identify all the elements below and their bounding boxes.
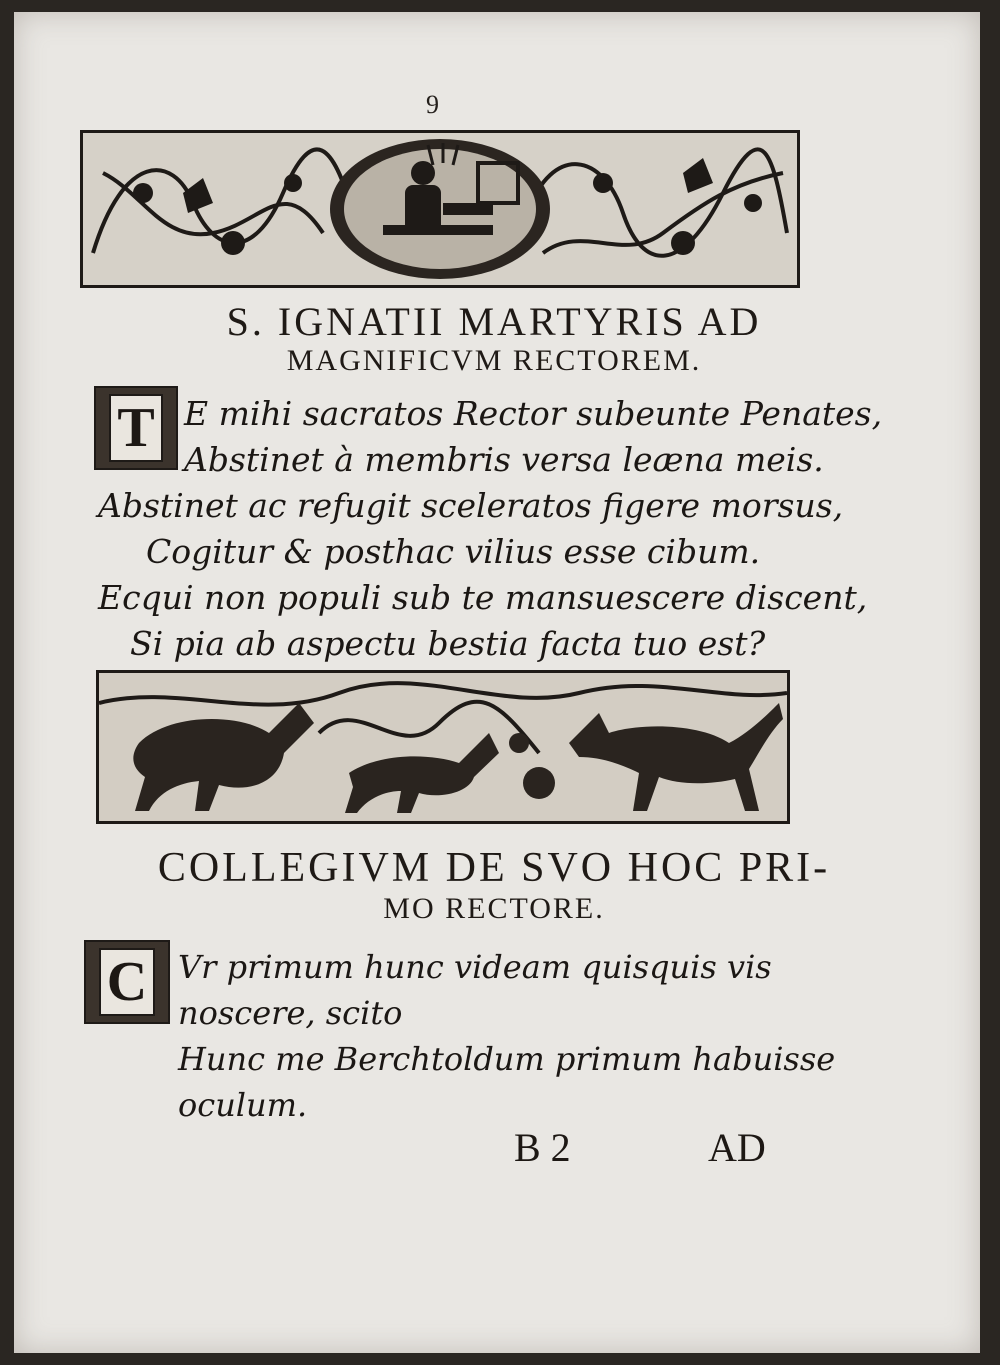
- poem1-title-line1: S. IGNATII MARTYRIS AD: [226, 299, 762, 344]
- poem1-line-3: Abstinet ac refugit sceleratos figere morsus,: [98, 486, 844, 525]
- poem2-line-3: Hunc me Berchtoldum primum habuisse: [178, 1040, 836, 1078]
- poem2-line-1: Vr primum hunc videam quisquis vis: [178, 948, 772, 986]
- poem1-line-1: E mihi sacratos Rector subeunte Penates,: [184, 394, 883, 433]
- poem1-line-6: Si pia ab aspectu bestia facta tuo est?: [130, 624, 766, 663]
- drop-initial-c: C: [84, 940, 170, 1024]
- book-page: [14, 12, 980, 1353]
- poem2-title-line2: MO RECTORE.: [383, 892, 605, 925]
- woodcut-headpiece-icon: [80, 130, 800, 288]
- poem2-title-line1: COLLEGIVM DE SVO HOC PRI-: [157, 845, 831, 891]
- catchword: AD: [708, 1125, 766, 1170]
- drop-initial-t: T: [94, 386, 178, 470]
- poem2-line-2: noscere, scito: [178, 994, 403, 1032]
- woodcut-hounds-frieze-icon: [96, 670, 790, 824]
- poem1-line-4: Cogitur & posthac vilius esse cibum.: [146, 532, 761, 571]
- poem1-line-2: Abstinet à membris versa leæna meis.: [184, 440, 824, 479]
- page-number: 9: [426, 90, 439, 119]
- poem2-line-4: oculum.: [178, 1086, 308, 1124]
- poem1-line-5: Ecqui non populi sub te mansuescere discent,: [98, 578, 868, 617]
- signature-mark: B 2: [514, 1125, 571, 1170]
- poem1-title-line2: MAGNIFICVM RECTOREM.: [286, 344, 702, 377]
